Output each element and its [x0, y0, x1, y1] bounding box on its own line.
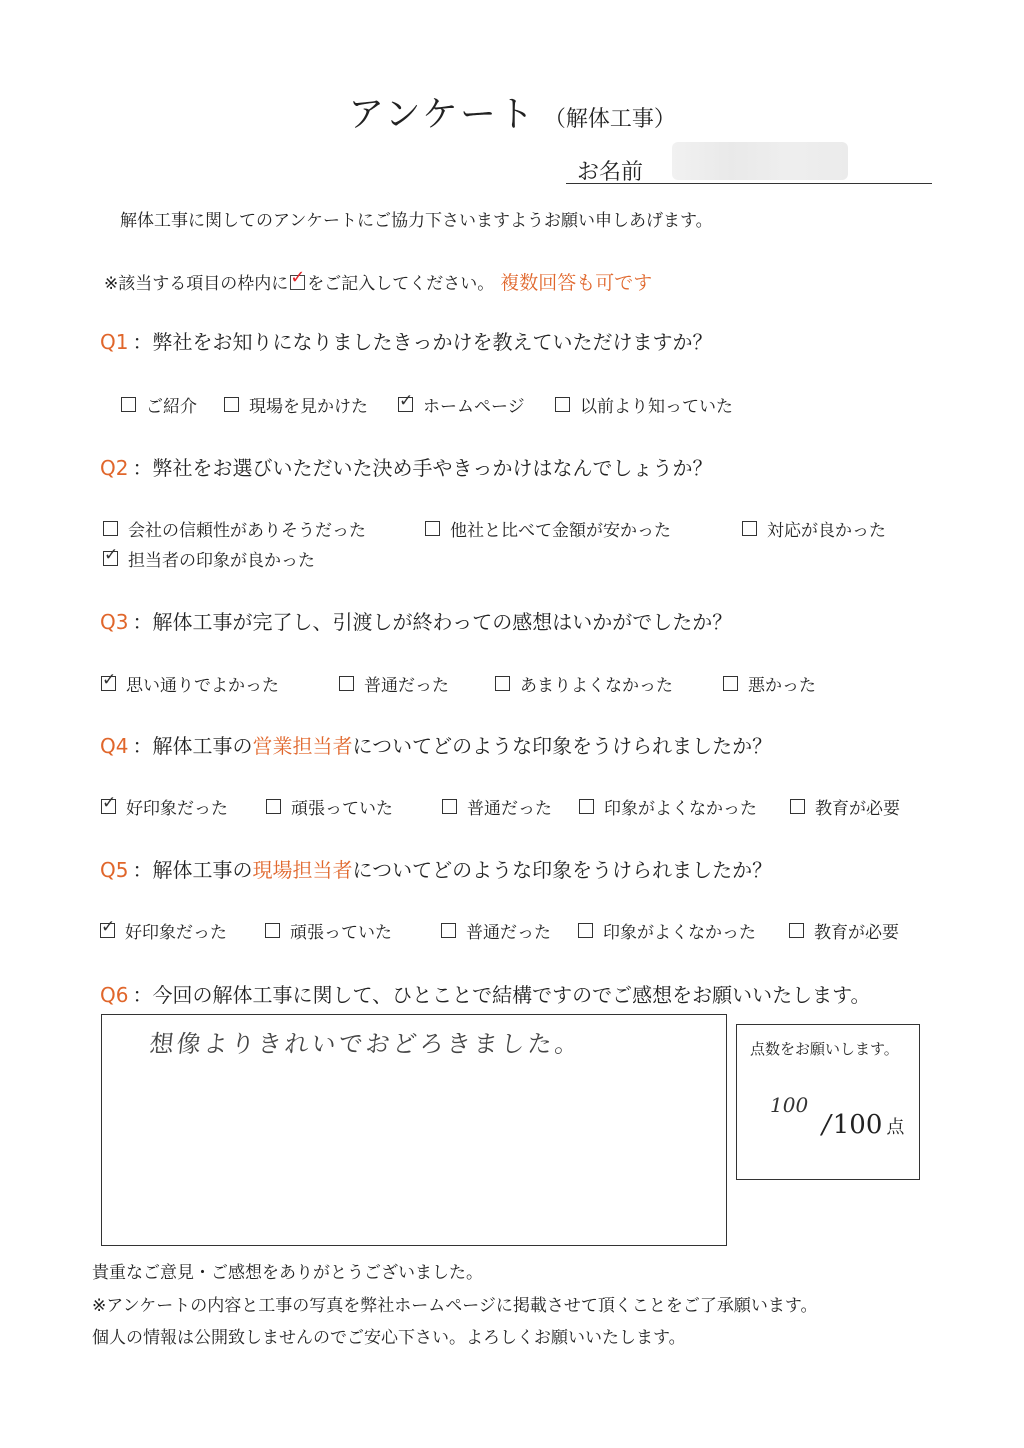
option-label: 印象がよくなかった: [604, 799, 757, 819]
question-2: [100, 452, 712, 481]
instruction-suffix: をご記入してください。: [307, 274, 495, 294]
question-text: ：弊社をお選びいただいた決め手やきっかけはなんでしょうか？: [132, 456, 713, 480]
q4-option-2[interactable]: [266, 794, 393, 819]
q1-option-3[interactable]: [398, 392, 525, 417]
option-label: 他社と比べて金額が安かった: [450, 521, 671, 541]
q1-option-2[interactable]: [224, 392, 368, 417]
multi-answer-note: 複数回答も可です: [500, 272, 653, 294]
option-label: 好印象だった: [125, 923, 227, 943]
option-label: 対応が良かった: [767, 521, 886, 541]
q5-option-5[interactable]: [789, 918, 899, 943]
option-label: ホームページ: [423, 397, 525, 417]
intro-text: 解体工事に関してのアンケートにご協力下さいますようお願い申しあげます。: [120, 211, 713, 231]
q1-option-1[interactable]: [121, 392, 197, 417]
checkbox[interactable]: [495, 676, 510, 691]
q4-option-3[interactable]: [442, 794, 552, 819]
question-4: [100, 730, 772, 759]
question-text-before: ：解体工事の: [132, 734, 253, 758]
option-label: 普通だった: [466, 923, 551, 943]
score-slash: /: [822, 1110, 831, 1140]
question-number: Q4: [100, 734, 129, 758]
checkbox[interactable]: [723, 676, 738, 691]
footer-thanks: 貴重なご意見・ご感想をありがとうございました。: [92, 1263, 483, 1283]
q2-option-3[interactable]: [742, 516, 886, 541]
footer-publish-note: ※アンケートの内容と工事の写真を弊社ホームページに掲載させて頂くことをご了承願います。: [92, 1296, 818, 1316]
q3-option-1[interactable]: [101, 671, 279, 696]
checkbox[interactable]: [790, 799, 805, 814]
checkbox[interactable]: [425, 521, 440, 536]
checkbox-checked[interactable]: [101, 793, 117, 814]
option-label: 悪かった: [748, 676, 816, 696]
option-label: 現場を見かけた: [249, 397, 368, 417]
checkbox[interactable]: [266, 799, 281, 814]
option-label: 好印象だった: [126, 799, 228, 819]
q5-option-1[interactable]: [100, 918, 227, 943]
sample-checkbox: [290, 267, 306, 290]
q4-option-1[interactable]: [101, 794, 228, 819]
q4-option-5[interactable]: [790, 794, 900, 819]
checkbox[interactable]: [103, 521, 118, 536]
footer-privacy-note: 個人の情報は公開致しませんのでご安心下さい。よろしくお願いいたします。: [92, 1328, 686, 1348]
instruction-note: [104, 268, 652, 295]
handwritten-answer: 想像よりきれいでおどろきました。: [148, 1030, 584, 1058]
handwritten-score: 100: [770, 1093, 809, 1117]
checkbox-checked[interactable]: [100, 917, 116, 938]
question-number: Q2: [100, 456, 129, 480]
score-max-value: 100: [832, 1110, 883, 1140]
q2-option-4[interactable]: [103, 546, 315, 571]
instruction-prefix: ※該当する項目の枠内に: [104, 274, 289, 294]
check-mark-icon: ✓: [102, 793, 117, 813]
checkbox[interactable]: [578, 923, 593, 938]
question-number: Q1: [100, 330, 129, 354]
checkbox-checked[interactable]: [101, 670, 117, 691]
checkbox[interactable]: [579, 799, 594, 814]
check-mark-icon: ✓: [101, 917, 116, 937]
question-number: Q6: [100, 983, 129, 1007]
question-number: Q3: [100, 610, 129, 634]
checkbox[interactable]: [742, 521, 757, 536]
option-label: 普通だった: [364, 676, 449, 696]
question-6: [100, 979, 870, 1008]
check-mark-icon: ✓: [102, 670, 117, 690]
option-label: 普通だった: [467, 799, 552, 819]
option-label: 頑張っていた: [291, 799, 393, 819]
checkbox-checked[interactable]: [398, 391, 414, 412]
q1-option-4[interactable]: [555, 392, 733, 417]
score-prompt: 点数をお願いします。: [750, 1040, 899, 1058]
q5-option-2[interactable]: [265, 918, 392, 943]
checkbox[interactable]: [265, 923, 280, 938]
option-label: 思い通りでよかった: [126, 676, 279, 696]
question-highlight: 現場担当者: [252, 858, 353, 882]
question-text: ：今回の解体工事に関して、ひとことで結構ですのでご感想をお願いいたします。: [132, 983, 871, 1007]
checkbox[interactable]: [441, 923, 456, 938]
option-label: 頑張っていた: [290, 923, 392, 943]
score-max: [822, 1110, 904, 1140]
question-3: [100, 606, 732, 635]
name-label: お名前: [577, 160, 644, 185]
option-label: 以前より知っていた: [580, 397, 733, 417]
option-label: あまりよくなかった: [520, 676, 673, 696]
option-label: 担当者の印象が良かった: [128, 551, 315, 571]
name-underline: [566, 183, 932, 184]
check-mark-icon: ✓: [104, 545, 119, 565]
question-text: ：解体工事が完了し、引渡しが終わっての感想はいかがでしたか？: [132, 610, 733, 634]
checkbox[interactable]: [224, 397, 239, 412]
question-text-after: についてどのような印象をうけられましたか？: [352, 858, 773, 882]
option-label: ご紹介: [146, 397, 197, 417]
page-title: [0, 86, 1024, 137]
question-text: ：弊社をお知りになりましたきっかけを教えていただけますか？: [132, 330, 713, 354]
q3-option-2[interactable]: [339, 671, 449, 696]
checkbox[interactable]: [339, 676, 354, 691]
question-text-before: ：解体工事の: [132, 858, 253, 882]
option-label: 教育が必要: [815, 799, 900, 819]
option-label: 教育が必要: [814, 923, 899, 943]
checkbox-checked[interactable]: [103, 545, 119, 566]
q5-option-4[interactable]: [578, 918, 756, 943]
q3-option-4[interactable]: [723, 671, 816, 696]
question-highlight: 営業担当者: [252, 734, 353, 758]
score-unit: 点: [886, 1117, 905, 1138]
q5-option-3[interactable]: [441, 918, 551, 943]
title-sub: （解体工事）: [543, 107, 676, 132]
question-text-after: についてどのような印象をうけられましたか？: [352, 734, 773, 758]
check-mark-icon: ✓: [290, 267, 306, 288]
checkbox[interactable]: [442, 799, 457, 814]
checkbox[interactable]: [789, 923, 804, 938]
option-label: 会社の信頼性がありそうだった: [128, 521, 366, 541]
option-label: 印象がよくなかった: [603, 923, 756, 943]
question-number: Q5: [100, 858, 129, 882]
checkbox[interactable]: [121, 397, 136, 412]
check-mark-icon: ✓: [399, 391, 414, 411]
q2-option-2[interactable]: [425, 516, 671, 541]
question-5: [100, 854, 772, 883]
q4-option-4[interactable]: [579, 794, 757, 819]
question-1: [100, 326, 712, 355]
q2-option-1[interactable]: [103, 516, 366, 541]
checkbox[interactable]: [555, 397, 570, 412]
q3-option-3[interactable]: [495, 671, 673, 696]
title-main: アンケート: [348, 94, 536, 135]
name-redacted: [672, 142, 848, 180]
